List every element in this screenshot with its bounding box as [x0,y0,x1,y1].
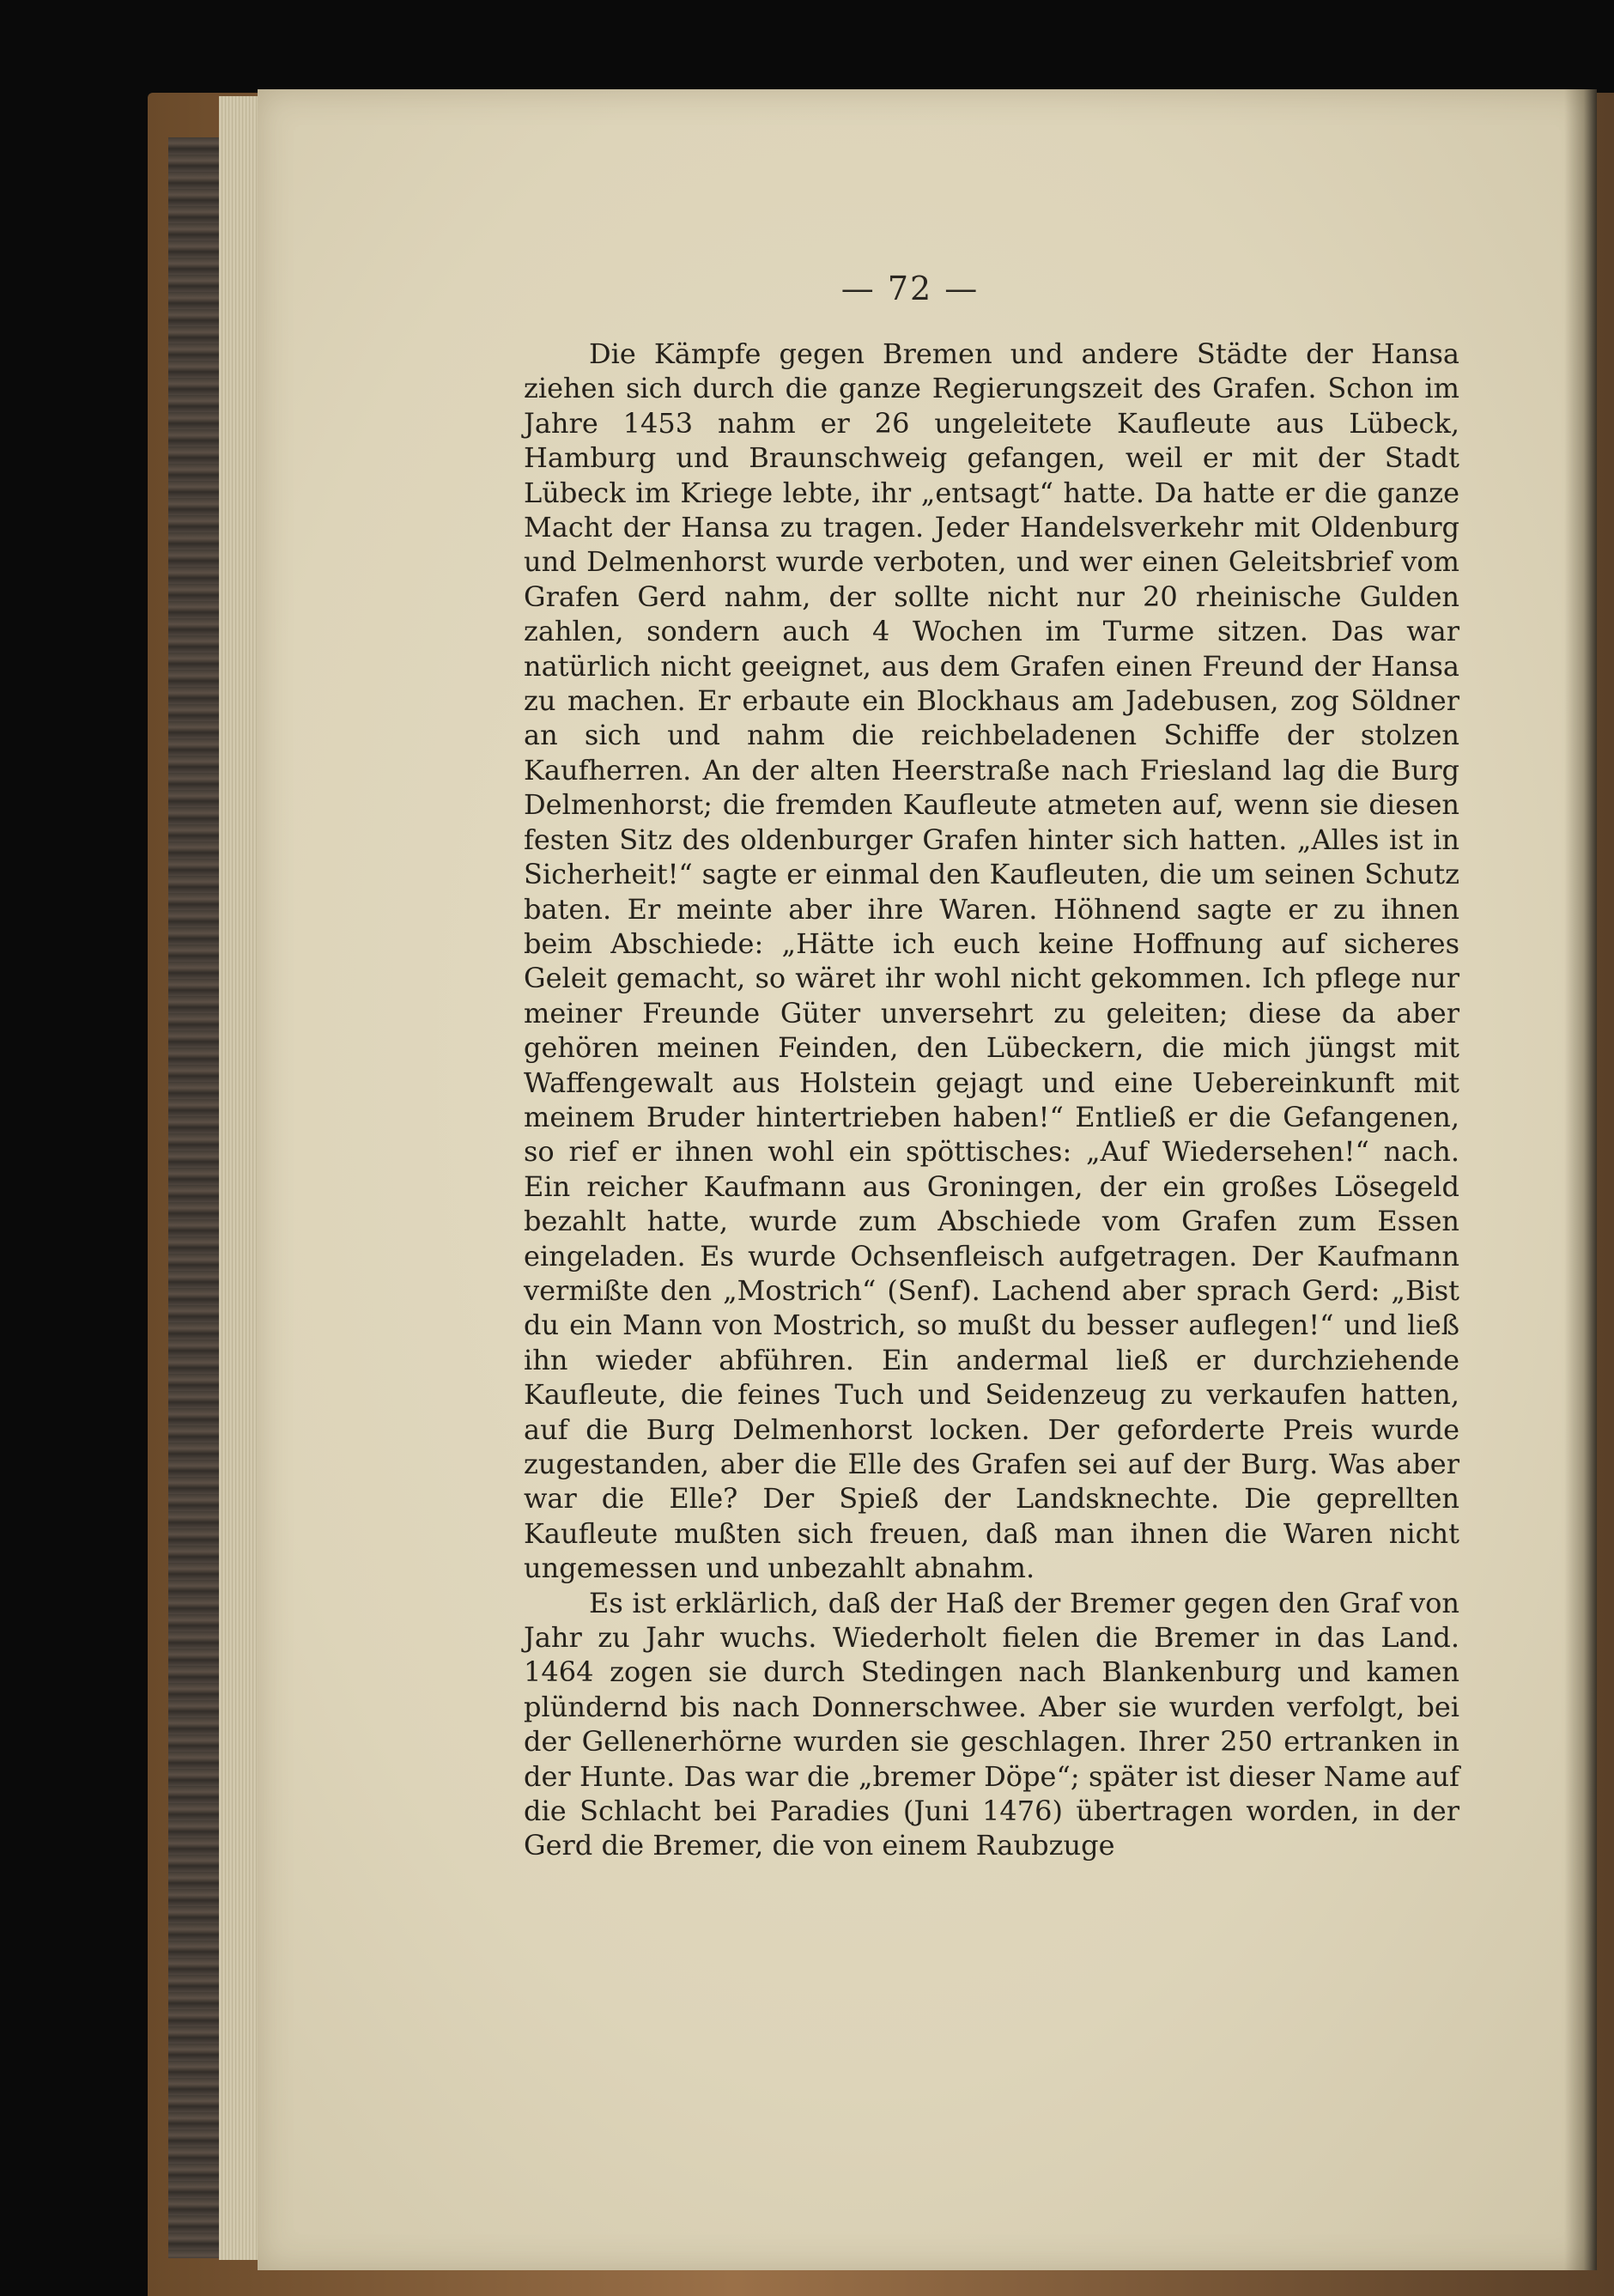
paragraph-1: Die Kämpfe gegen Bremen und andere Städte der Hansa ziehen sich durch die ganze Regierungszeit des Grafen. Schon im Jahre 1453 nahm er 26 ungeleitete Kaufleute aus Lübeck, Hamburg und Braunschweig gefangen, weil er mit der Stadt Lübeck im Kriege lebte, ihr „entsagt“ hatte. Da hatte er die ganze Macht der Hansa zu tragen. Jeder Handelsverkehr mit Oldenburg und Delmenhorst wurde verboten, und wer einen Geleitsbrief vom Grafen Gerd nahm, der sollte nicht nur 20 rheinische Gulden zahlen, sondern auch 4 Wochen im Turme sitzen. Das war natürlich nicht geeignet, aus dem Grafen einen Freund der Hansa zu machen. Er erbaute ein Blockhaus am Jadebusen, zog Söldner an sich und nahm die reichbeladenen Schiffe der stolzen Kaufherren. An der alten Heerstraße nach Friesland lag die Burg Delmenhorst; die fremden Kaufleute atmeten auf, wenn sie diesen festen Sitz des oldenburger Grafen hinter sich hatten. „Alles ist in Sicherheit!“ sagte er einmal den Kaufleuten, die um seinen Schutz baten. Er meinte aber ihre Waren. Höhnend sagte er zu ihnen beim Abschiede: „Hätte ich euch keine Hoffnung auf sicheres Geleit gemacht, so wäret ihr wohl nicht gekommen. Ich pflege nur meiner Freunde Güter unversehrt zu geleiten; diese da aber gehören meinen Feinden, den Lübeckern, die mich jüngst mit Waffengewalt aus Holstein gejagt und eine Uebereinkunft mit meinem Bruder hintertrieben haben!“ Entließ er die Gefangenen, so rief er ihnen wohl ein spöttisches: „Auf Wiedersehen!“ nach. Ein reicher Kaufmann aus Groningen, der ein großes Lösegeld bezahlt hatte, wurde zum Abschiede vom Grafen zum Essen eingeladen. Es wurde Ochsenfleisch aufgetragen. Der Kaufmann vermißte den „Mostrich“ (Senf). Lachend aber sprach Gerd: „Bist du ein Mann von Mostrich, so mußt du besser auflegen!“ und ließ ihn wieder abführen. Ein andermal ließ er durchziehende Kaufleute, die feines Tuch und Seidenzeug zu verkaufen hatten, auf die Burg Delmenhorst locken. Der geforderte Preis wurde zugestanden, aber die Elle des Grafen sei auf der Burg. Was aber war die Elle? Der Spieß der Landsknechte. Die geprellten Kaufleute mußten sich freuen, daß man ihnen die Waren nicht ungemessen und unbezahlt abnahm. [524,337,1459,1585]
paragraph-2: Es ist erklärlich, daß der Haß der Bremer gegen den Graf von Jahr zu Jahr wuchs. Wiederholt fielen die Bremer in das Land. 1464 zogen sie durch Stedingen nach Blankenburg und kamen plündernd bis nach Donnerschwee. Aber sie wurden verfolgt, bei der Gellenerhörne wurden sie geschlagen. Ihrer 250 ertranken in der Hunte. Das war die „bremer Döpe“; später ist dieser Name auf die Schlacht bei Paradies (Juni 1476) übertragen worden, in der Gerd die Bremer, die von einem Raubzuge [524,1586,1459,1862]
page-number: — 72 — [840,270,980,307]
body-text [524,337,1459,1863]
page-gutter-shadow [1564,89,1597,2270]
